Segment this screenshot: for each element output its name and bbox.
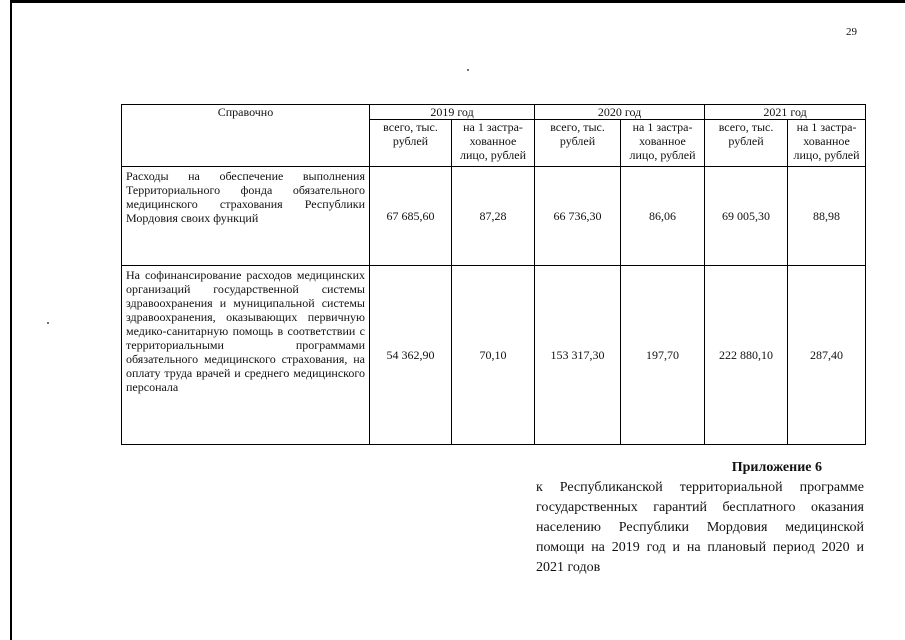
table-row: [122, 167, 866, 266]
subheader-total: всего, тыс. рублей: [535, 120, 621, 167]
cell-value: 70,10: [452, 266, 535, 445]
cell-value: 153 317,30: [535, 266, 621, 445]
subheader-per-person: на 1 застра-хованное лицо, рублей: [788, 120, 866, 167]
subheader-per-person: на 1 застра-хованное лицо, рублей: [452, 120, 535, 167]
year-header-2021: 2021 год: [705, 105, 866, 120]
scan-top-border: [10, 0, 905, 3]
cell-value: 88,98: [788, 167, 866, 266]
reference-header: Справочно: [122, 105, 370, 167]
appendix-title: Приложение 6: [731, 460, 822, 475]
year-header-2020: 2020 год: [535, 105, 705, 120]
cell-value: 54 362,90: [370, 266, 452, 445]
cell-value: 87,28: [452, 167, 535, 266]
appendix-block: [536, 458, 864, 578]
scan-left-border: [10, 0, 12, 640]
appendix-body: к Республиканской территориальной программе государственных гарантий бесплатного оказания населению Республики Мордовия медицинской помощи на 2019 год и на плановый период 2020 и 2021 годов: [536, 480, 864, 575]
cell-value: 197,70: [621, 266, 705, 445]
year-header-2019: 2019 год: [370, 105, 535, 120]
cell-value: 287,40: [788, 266, 866, 445]
expenses-table: [121, 104, 866, 445]
cell-value: 222 880,10: [705, 266, 788, 445]
subheader-per-person: на 1 застра-хованное лицо, рублей: [621, 120, 705, 167]
cell-value: 67 685,60: [370, 167, 452, 266]
table-row: [122, 266, 866, 445]
page-number: 29: [846, 26, 857, 38]
scan-speck: [467, 69, 469, 71]
row-label: Расходы на обеспечение выполнения Территориального фонда обязательного медицинского страхования Республики Мордовия своих функций: [122, 167, 370, 266]
subheader-total: всего, тыс. рублей: [370, 120, 452, 167]
subheader-total: всего, тыс. рублей: [705, 120, 788, 167]
cell-value: 66 736,30: [535, 167, 621, 266]
scan-speck: [47, 322, 49, 324]
cell-value: 69 005,30: [705, 167, 788, 266]
row-label: На софинансирование расходов медицинских организаций государственной системы здравоохранения и муниципальной системы здравоохранения, оказывающих первичную медико-санитарную помощь в соответствии с территориальными программами обязательного медицинского страхования, на оплату труда врачей и среднего медицинского персонала: [122, 266, 370, 445]
cell-value: 86,06: [621, 167, 705, 266]
table-header-row: [122, 105, 866, 120]
